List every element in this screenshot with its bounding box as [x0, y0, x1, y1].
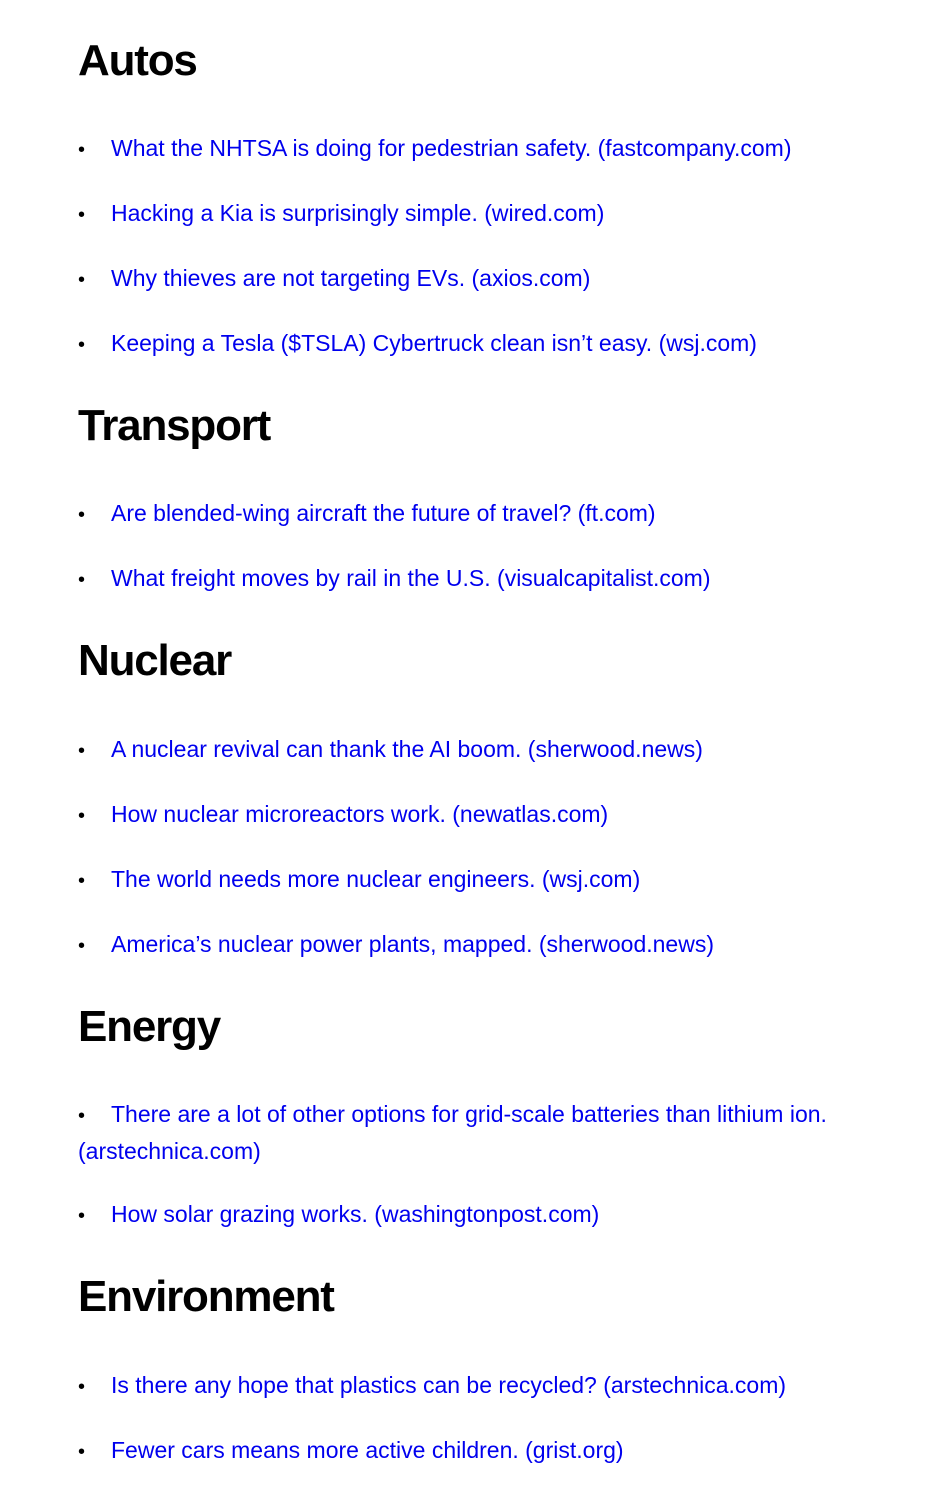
list-item	[78, 1197, 908, 1234]
bullet-icon: •	[78, 334, 86, 356]
link-list	[78, 1097, 908, 1234]
section-heading: Autos	[78, 36, 197, 85]
link-list	[78, 131, 908, 363]
article-link[interactable]: Keeping a Tesla ($TSLA) Cybertruck clean isn’t easy. (wsj.com)	[111, 330, 757, 356]
article-link[interactable]: Why thieves are not targeting EVs. (axios.com)	[111, 265, 591, 291]
section-heading: Energy	[78, 1002, 220, 1051]
article-link[interactable]: Hacking a Kia is surprisingly simple. (wired.com)	[111, 200, 605, 226]
section-energy	[78, 964, 908, 1234]
section-autos	[78, 0, 908, 363]
article-link[interactable]: There are a lot of other options for grid-scale batteries than lithium ion. (arstechnica.com)	[78, 1101, 827, 1164]
link-list	[78, 732, 908, 964]
article-link[interactable]: Are blended-wing aircraft the future of travel? (ft.com)	[111, 500, 656, 526]
bullet-icon: •	[78, 1376, 86, 1398]
bullet-icon: •	[78, 504, 86, 526]
article-link[interactable]: What freight moves by rail in the U.S. (visualcapitalist.com)	[111, 565, 711, 591]
bullet-icon: •	[78, 269, 86, 291]
list-item	[78, 326, 908, 363]
link-list	[78, 1368, 908, 1470]
list-item	[78, 196, 908, 233]
list-item	[78, 1433, 908, 1470]
section-environment	[78, 1234, 908, 1470]
list-item	[78, 131, 908, 168]
list-item	[78, 862, 908, 899]
bullet-icon: •	[78, 870, 86, 892]
article-link[interactable]: How solar grazing works. (washingtonpost.com)	[111, 1201, 600, 1227]
bullet-icon: •	[78, 1205, 86, 1227]
bullet-icon: •	[78, 1441, 86, 1463]
bullet-icon: •	[78, 1105, 86, 1127]
list-item	[78, 496, 908, 533]
section-heading: Environment	[78, 1272, 334, 1321]
section-heading: Transport	[78, 401, 271, 450]
list-item	[78, 732, 908, 769]
bullet-icon: •	[78, 569, 86, 591]
section-heading: Nuclear	[78, 636, 232, 685]
section-transport	[78, 363, 908, 598]
bullet-icon: •	[78, 204, 86, 226]
list-item	[78, 1097, 908, 1169]
list-item	[78, 261, 908, 298]
list-item	[78, 797, 908, 834]
article-content	[78, 0, 908, 1470]
list-item	[78, 1368, 908, 1405]
article-link[interactable]: How nuclear microreactors work. (newatlas.com)	[111, 801, 609, 827]
article-link[interactable]: What the NHTSA is doing for pedestrian safety. (fastcompany.com)	[111, 135, 792, 161]
bullet-icon: •	[78, 139, 86, 161]
article-link[interactable]: A nuclear revival can thank the AI boom. (sherwood.news)	[111, 736, 703, 762]
article-link[interactable]: The world needs more nuclear engineers. (wsj.com)	[111, 866, 641, 892]
list-item	[78, 927, 908, 964]
link-list	[78, 496, 908, 598]
bullet-icon: •	[78, 740, 86, 762]
bullet-icon: •	[78, 935, 86, 957]
bullet-icon: •	[78, 805, 86, 827]
list-item	[78, 561, 908, 598]
article-link[interactable]: America’s nuclear power plants, mapped. (sherwood.news)	[111, 931, 714, 957]
article-link[interactable]: Fewer cars means more active children. (grist.org)	[111, 1437, 624, 1463]
section-nuclear	[78, 598, 908, 964]
article-link[interactable]: Is there any hope that plastics can be recycled? (arstechnica.com)	[111, 1372, 787, 1398]
